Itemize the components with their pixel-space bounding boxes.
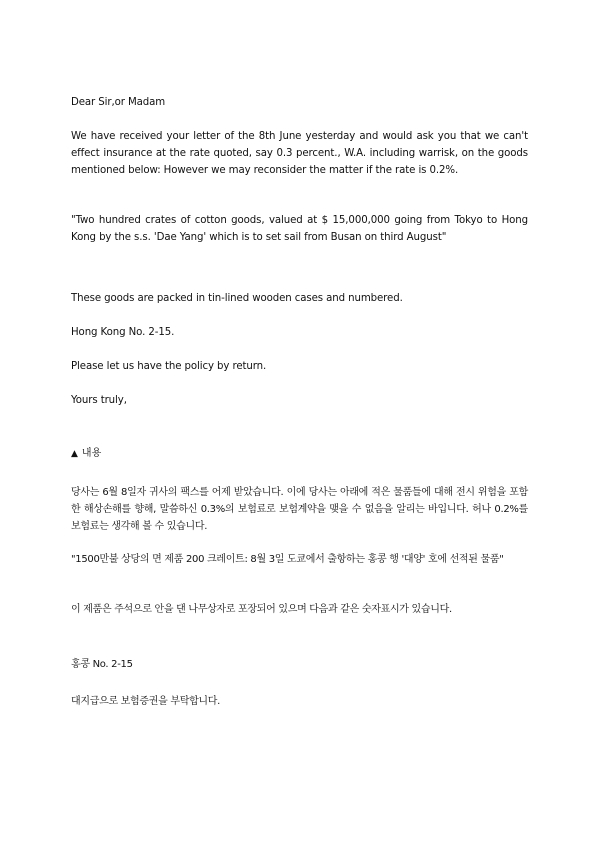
translation-paragraph-3: 이 제품은 주석으로 안을 댄 나무상자로 포장되어 있으며 다음과 같은 숫자표시가 있습니다. <box>71 604 452 615</box>
translation-paragraph-2: "1500만불 상당의 면 제품 200 크레이트: 8월 3일 도쿄에서 출항하는 홍콩 행 '대양' 호에 선적된 물품" <box>71 554 504 565</box>
letter-paragraph-4: Hong Kong No. 2-15. <box>71 327 175 338</box>
translation-heading-label: 내용 <box>81 448 102 459</box>
translation-paragraph-4: 홍콩 No. 2-15 <box>71 659 133 670</box>
translation-heading <box>71 445 101 463</box>
triangle-up-icon: ▲ <box>71 449 78 459</box>
closing: Yours truly, <box>71 395 127 406</box>
letter-paragraph-3: These goods are packed in tin-lined wooden cases and numbered. <box>71 293 403 304</box>
translation-paragraph-1: 당사는 6월 8일자 귀사의 팩스를 어제 받았습니다. 이에 당사는 아래에 적은 물품들에 대해 전시 위험을 포함한 해상손해를 향해, 말씀하신 0.3%의 보험료로 보험계약을 맺을 수 없음을 알리는 바입니다. 허나 0.2%를 보험료는 생각해 볼 수 있습니다. <box>71 487 528 532</box>
letter-paragraph-5: Please let us have the policy by return. <box>71 361 267 372</box>
letter-paragraph-1: We have received your letter of the 8th June yesterday and would ask you that we can't effect insurance at the rate quoted, say 0.3 percent., W.A. including warrisk, on the goods mentioned below: However we may reconsider the matter if the rate is 0.2%. <box>71 131 528 176</box>
salutation: Dear Sir,or Madam <box>71 97 166 108</box>
letter-paragraph-2: "Two hundred crates of cotton goods, valued at $ 15,000,000 going from Tokyo to Hong Kong by the s.s. 'Dae Yang' which is to set sail from Busan on third August" <box>71 215 528 243</box>
translation-paragraph-5: 대지급으로 보험증권을 부탁합니다. <box>71 696 221 707</box>
